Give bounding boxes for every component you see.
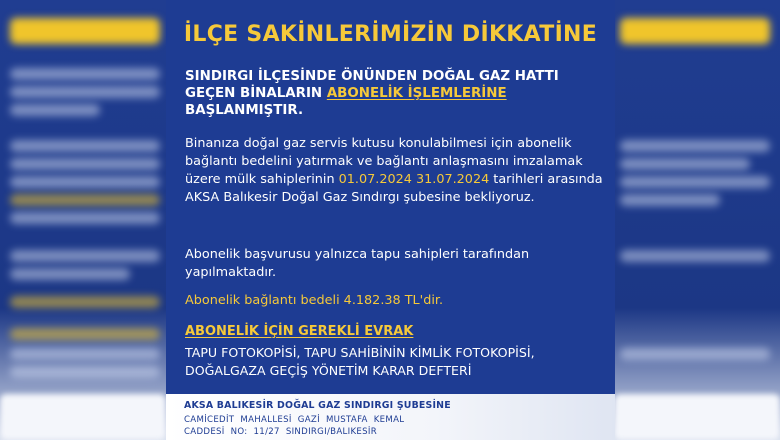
blurred-text-strip: [10, 104, 100, 116]
blurred-text-strip: [10, 140, 160, 152]
blurred-text-strip: [620, 140, 770, 152]
blurred-text-strip: [10, 68, 160, 80]
headline-highlight: ABONELİK İŞLEMLERİNE: [326, 86, 507, 101]
blurred-text-strip: [10, 212, 160, 224]
blurred-text-strip: [10, 268, 130, 280]
branch-footer: [166, 394, 615, 440]
headline-text-end: BAŞLANMIŞTIR.: [185, 103, 304, 118]
blurred-text-strip: [10, 296, 160, 308]
info-text: Binanıza doğal gaz servis kutusu konulabilmesi için abonelik bağlantı bedelini yatırmak ve bağlantı anlaşmasını imzalamak üzere mülk sahiplerinin: [185, 136, 583, 187]
branch-name: AKSA BALIKESİR DOĞAL GAZ SINDIRGI ŞUBESİNE: [184, 400, 451, 411]
blurred-footer-strip: [0, 394, 166, 440]
blurred-text-strip: [620, 158, 750, 170]
blurred-text-strip: [620, 176, 770, 188]
address-line-1: CAMİCEDİT MAHALLESİ GAZİ MUSTAFA KEMAL: [184, 415, 405, 425]
announcement-poster: [166, 0, 615, 440]
blurred-text-strip: [620, 348, 770, 360]
blurred-title-strip: [10, 18, 160, 44]
blurred-text-strip: [10, 366, 160, 378]
blurred-text-strip: [10, 194, 160, 206]
blurred-text-strip: [10, 176, 160, 188]
fee-text: Abonelik bağlantı bedeli 4.182.38 TL'dir.: [185, 293, 444, 308]
date-range: 01.07.2024 31.07.2024: [338, 172, 490, 187]
required-documents-list: TAPU FOTOKOPİSİ, TAPU SAHİBİNİN KİMLİK FOTOKOPİSİ, DOĞALGAZA GEÇİŞ YÖNETİM KARAR DEFTERİ: [185, 345, 535, 378]
blurred-title-strip: [620, 18, 770, 44]
blurred-text-strip: [10, 158, 160, 170]
blurred-text-strip: [10, 250, 160, 262]
blurred-footer-strip: [614, 394, 780, 440]
poster-headline: [185, 68, 605, 119]
branch-address: [184, 414, 404, 438]
blurred-background-left: [0, 0, 166, 440]
info-text-end: tarihleri arasında AKSA Balıkesir Doğal Gaz Sındırgı şubesine bekliyoruz.: [185, 172, 603, 205]
blurred-text-strip: [10, 328, 160, 340]
info-paragraph: [185, 135, 605, 207]
required-documents-title: ABONELİK İÇİN GEREKLİ EVRAK: [185, 324, 414, 339]
eligibility-paragraph: Abonelik başvurusu yalnızca tapu sahipleri tarafından yapılmaktadır.: [185, 247, 530, 280]
poster-title: İLÇE SAKİNLERİMİZİN DİKKATİNE: [183, 22, 598, 47]
address-line-2: CADDESİ NO: 11/27 SINDIRGI/BALIKESİR: [184, 427, 377, 437]
blurred-text-strip: [620, 250, 770, 262]
blurred-background-right: [614, 0, 780, 440]
headline-text: SINDIRGI İLÇESİNDE ÖNÜNDEN DOĞAL GAZ HATTI GEÇEN BİNALARIN: [185, 69, 559, 101]
blurred-text-strip: [620, 194, 720, 206]
blurred-text-strip: [10, 348, 160, 360]
blurred-text-strip: [10, 86, 160, 98]
